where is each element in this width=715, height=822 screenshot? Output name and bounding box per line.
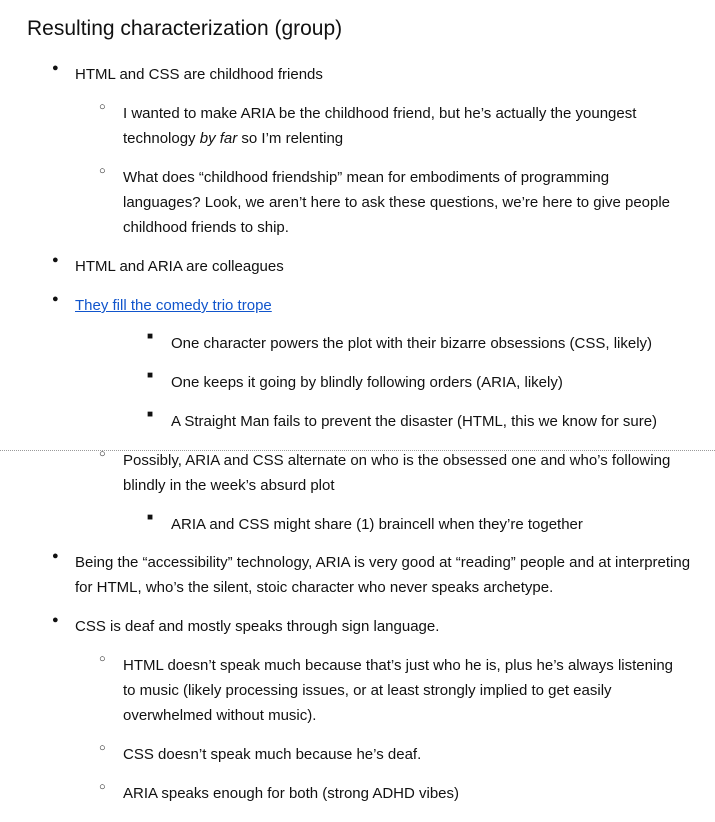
list-item-braincell: ARIA and CSS might share (1) braincell when they’re together [171, 516, 583, 533]
list-item-html-music: HTML doesn’t speak much because that’s just who he is, plus he’s always listening to music (likely processing issues, or at least strongly implied to get easily overwhelmed without music). [123, 657, 674, 724]
list-item-aria-youngest [123, 101, 688, 151]
list-item-html-css-friends: HTML and CSS are childhood friends [75, 66, 323, 83]
bullet-icon: ● [52, 254, 59, 266]
list-item-css-deaf: CSS is deaf and mostly speaks through sign language. [75, 618, 440, 635]
list-item-obsessions: One character powers the plot with their bizarre obsessions (CSS, likely) [171, 335, 653, 352]
page-title: Resulting characterization (group) [27, 17, 343, 40]
bullet-icon: ● [52, 293, 59, 305]
hollow-bullet-icon: ○ [99, 165, 106, 177]
list-item-following-orders: One keeps it going by blindly following orders (ARIA, likely) [171, 374, 563, 391]
hollow-bullet-icon: ○ [99, 448, 106, 460]
list-item-straight-man: A Straight Man fails to prevent the disaster (HTML, this we know for sure) [171, 413, 658, 430]
square-bullet-icon: ■ [147, 370, 154, 381]
comedy-trio-link[interactable]: They fill the comedy trio trope [75, 297, 272, 314]
bullet-icon: ● [52, 62, 59, 74]
hollow-bullet-icon: ○ [99, 653, 106, 665]
list-item-alternate-roles: Possibly, ARIA and CSS alternate on who is the obsessed one and who’s following blindly in the week’s absurd plot [123, 452, 671, 494]
list-item-comedy-trio [75, 293, 695, 318]
square-bullet-icon: ■ [147, 409, 154, 420]
bullet-icon: ● [52, 550, 59, 562]
hollow-bullet-icon: ○ [99, 781, 106, 793]
list-item-aria-speaks: ARIA speaks enough for both (strong ADHD vibes) [123, 785, 460, 802]
item-text-end: so I’m relenting [237, 130, 344, 147]
hollow-bullet-icon: ○ [99, 101, 106, 113]
item-text: I wanted to make ARIA be the childhood friend, but he’s actually the youngest technology [123, 105, 637, 147]
emphasis-text: by far [199, 130, 238, 147]
list-item-css-speak: CSS doesn’t speak much because he’s deaf. [123, 746, 422, 763]
list-item-childhood-friendship: What does “childhood friendship” mean for embodiments of programming languages? Look, we aren’t here to ask these questions, we’re here to give people childhood friends to ship. [123, 169, 671, 236]
hollow-bullet-icon: ○ [99, 742, 106, 754]
square-bullet-icon: ■ [147, 512, 154, 523]
square-bullet-icon: ■ [147, 331, 154, 342]
list-item-aria-reading: Being the “accessibility” technology, ARIA is very good at “reading” people and at interpreting for HTML, who’s the silent, stoic character who never speaks archetype. [75, 554, 691, 596]
list-item-html-aria-colleagues: HTML and ARIA are colleagues [75, 258, 284, 275]
bullet-icon: ● [52, 614, 59, 626]
